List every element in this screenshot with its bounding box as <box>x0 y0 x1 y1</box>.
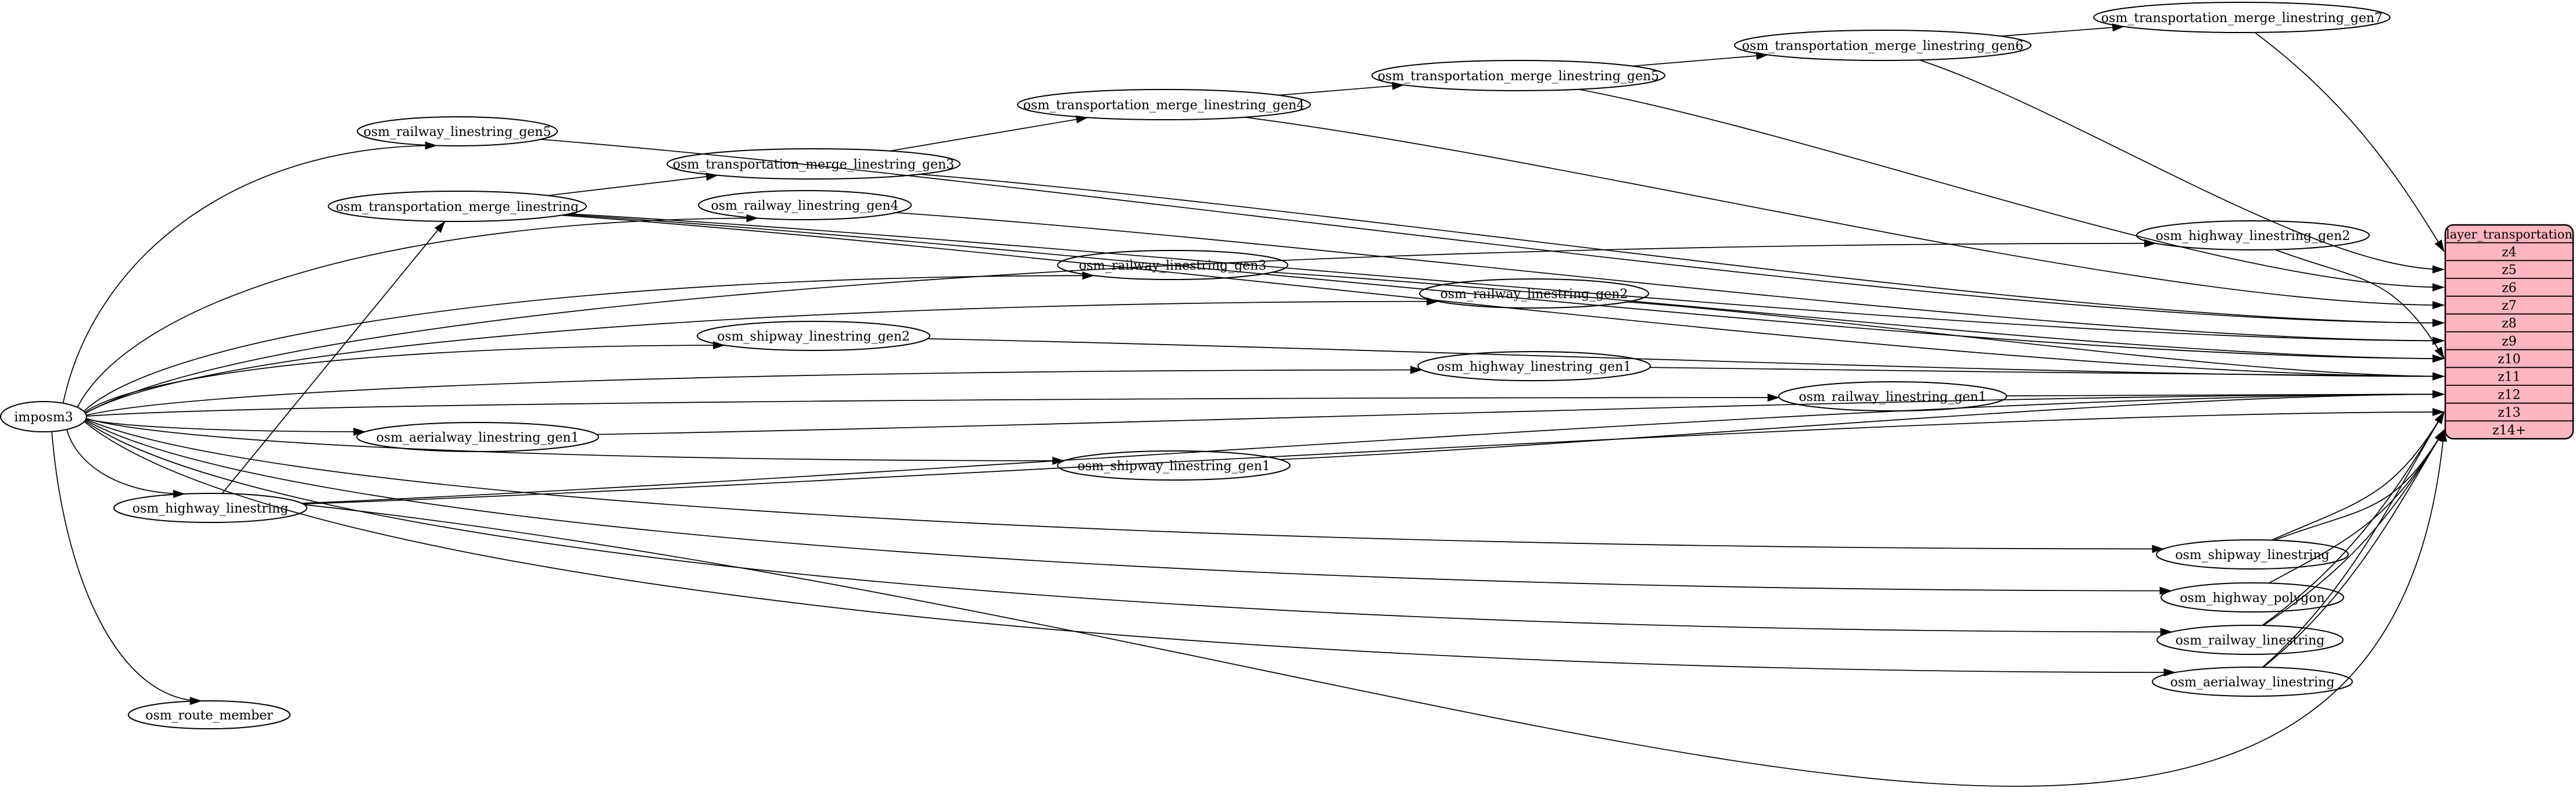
edge-imposm3-to-rail3 <box>84 275 1094 411</box>
node-label: osm_railway_linestring_gen2 <box>1440 287 1628 302</box>
node-label: osm_railway_linestring <box>2175 633 2325 648</box>
node-label: osm_railway_linestring_gen4 <box>711 199 899 213</box>
node-label: osm_transportation_merge_linestring_gen7 <box>2101 11 2383 26</box>
node-osm_transportation_merge_linestring_gen7 <box>2094 2 2390 33</box>
table-row-z8: z8 <box>2502 316 2517 331</box>
node-osm_transportation_merge_linestring_gen3 <box>667 149 960 179</box>
node-label: osm_highway_linestring <box>132 502 289 516</box>
node-osm_aerialway_linestring_gen1 <box>357 422 599 452</box>
node-osm_highway_polygon <box>2161 583 2344 612</box>
edge-merge5-to-layer_transportation-z6 <box>1579 89 2444 288</box>
node-osm_railway_linestring_gen4 <box>698 191 911 220</box>
node-label: osm_transportation_merge_linestring_gen4 <box>1023 98 1305 113</box>
edge-ship-to-layer_transportation-z13 <box>2272 412 2444 540</box>
node-osm_shipway_linestring <box>2156 540 2348 569</box>
node-osm_transportation_merge_linestring_gen6 <box>1735 30 2031 60</box>
node-osm_route_member <box>128 701 290 729</box>
edge-merge5-to-merge6 <box>1632 55 1768 66</box>
edge-hw-to-layer_transportation-z14+ <box>304 430 2444 786</box>
node-label: osm_aerialway_linestring_gen1 <box>376 431 579 445</box>
node-label: osm_railway_linestring_gen3 <box>1079 259 1267 273</box>
edge-imposm3-to-route <box>52 432 202 701</box>
edge-rail3-to-layer_transportation-z10 <box>1272 273 2444 359</box>
table-row-z14+: z14+ <box>2492 423 2527 438</box>
table-row-z12: z12 <box>2498 388 2521 403</box>
edge-imposm3-to-aerial1 <box>86 418 365 431</box>
table-title: layer_transportation <box>2446 227 2573 242</box>
table-row-z13: z13 <box>2498 406 2521 420</box>
edge-merge7-to-layer_transportation-z4 <box>2255 33 2444 252</box>
node-label: osm_transportation_merge_linestring_gen6 <box>1742 39 2024 53</box>
edge-merge6-to-merge7 <box>2001 27 2124 36</box>
node-label: osm_railway_linestring_gen5 <box>363 125 551 139</box>
node-osm_railway_linestring_gen1 <box>1779 382 2007 411</box>
edge-hw-to-merge <box>222 221 445 493</box>
node-imposm3 <box>1 402 87 432</box>
edge-merge4-to-layer_transportation-z7 <box>1245 117 2444 305</box>
edge-imposm3-to-rail2 <box>85 302 1438 413</box>
node-label: osm_railway_linestring_gen1 <box>1798 390 1987 404</box>
node-label: osm_shipway_linestring_gen2 <box>717 330 910 344</box>
edge-imposm3-to-hw <box>67 429 185 494</box>
node-osm_shipway_linestring_gen2 <box>697 321 930 350</box>
edge-merge4-to-merge5 <box>1278 85 1403 95</box>
node-osm_transportation_merge_linestring_gen4 <box>1017 89 1310 120</box>
edge-hw2-to-layer_transportation-z10 <box>2275 250 2444 359</box>
node-osm_highway_linestring <box>114 493 307 522</box>
table-row-z11: z11 <box>2498 370 2521 385</box>
node-osm_railway_linestring_gen5 <box>357 117 557 146</box>
edge-hw-to-layer_transportation-z12 <box>302 394 2444 503</box>
edge-merge-to-merge3 <box>548 176 718 196</box>
node-osm_transportation_merge_linestring_gen5 <box>1372 60 1665 91</box>
node-label: osm_highway_polygon <box>2180 591 2325 606</box>
table-row-z10: z10 <box>2498 352 2521 367</box>
node-label: osm_highway_linestring_gen1 <box>1436 360 1632 374</box>
table-row-z6: z6 <box>2502 281 2517 296</box>
node-label: osm_transportation_merge_linestring <box>335 200 579 214</box>
node-osm_shipway_linestring_gen1 <box>1058 451 1290 480</box>
edge-merge3-to-merge4 <box>890 117 1088 151</box>
node-osm_railway_linestring_gen2 <box>1420 279 1649 308</box>
node-label: osm_transportation_merge_linestring_gen3 <box>672 157 955 172</box>
edge-imposm3-to-rail5 <box>63 145 437 403</box>
edge-hw-to-layer_transportation-z13 <box>303 412 2444 504</box>
node-label: osm_route_member <box>145 708 273 723</box>
node-label: osm_transportation_merge_linestring_gen5 <box>1377 69 1660 84</box>
node-osm_transportation_merge_linestring <box>328 191 586 221</box>
edge-imposm3-to-rail1 <box>87 398 1779 416</box>
table-row-z5: z5 <box>2502 263 2517 278</box>
node-label: osm_aerialway_linestring <box>2170 675 2335 690</box>
table-row-z9: z9 <box>2502 334 2517 349</box>
table-row-z4: z4 <box>2502 245 2517 260</box>
node-label: osm_shipway_linestring <box>2175 548 2330 563</box>
node-label: osm_shipway_linestring_gen1 <box>1077 459 1270 474</box>
node-osm_railway_linestring <box>2157 625 2343 654</box>
table-layer-transportation <box>2445 225 2573 439</box>
node-osm_aerialway_linestring <box>2152 667 2352 696</box>
node-label: imposm3 <box>14 410 73 425</box>
node-label: osm_highway_linestring_gen2 <box>2155 229 2351 243</box>
table-row-z7: z7 <box>2502 299 2517 313</box>
edge-ship-to-layer_transportation-z14+ <box>2274 430 2444 540</box>
